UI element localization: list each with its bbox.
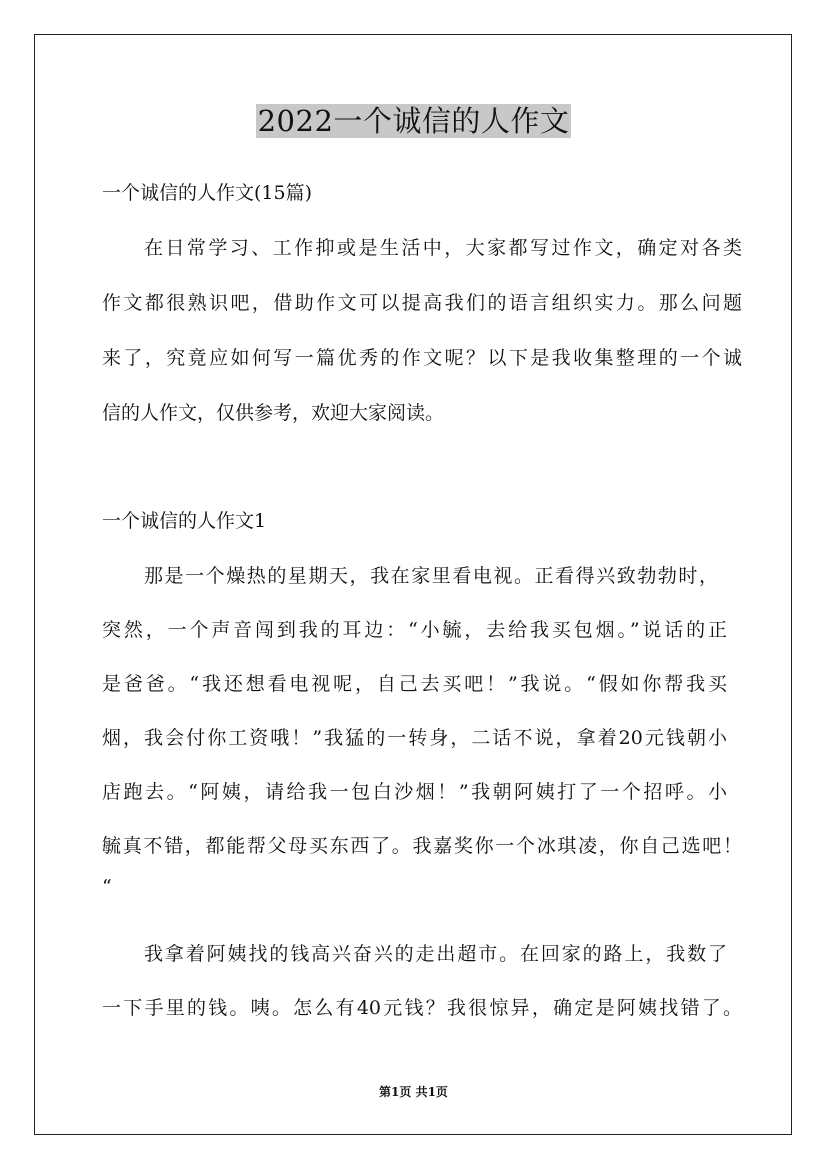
paragraph1-line-2: 突然，一个声音闯到我的耳边：“小毓，去给我买包烟。”说话的正 [102, 619, 727, 641]
paragraph1-line-7: “ [102, 876, 112, 898]
document-subtitle: 一个诚信的人作文(15篇) [102, 182, 313, 204]
paragraph1-line-5: 店跑去。“阿姨，请给我一包白沙烟！”我朝阿姨打了一个招呼。小 [102, 781, 727, 803]
intro-line-1: 在日常学习、工作抑或是生活中，大家都写过作文，确定对各类 [144, 237, 742, 259]
paragraph1-line-6: 毓真不错，都能帮父母买东西了。我嘉奖你一个冰琪凌，你自己选吧！ [102, 835, 742, 857]
intro-line-2: 作文都很熟识吧，借助作文可以提高我们的语言组织实力。那么问题 [102, 292, 742, 314]
paragraph1-line-4: 烟，我会付你工资哦！”我猛的一转身，二话不说，拿着20元钱朝小 [102, 727, 727, 749]
paragraph2-line-1: 我拿着阿姨找的钱高兴奋兴的走出超市。在回家的路上，我数了 [144, 943, 727, 965]
paragraph1-line-3: 是爸爸。“我还想看电视呢，自己去买吧！”我说。“假如你帮我买 [102, 673, 727, 695]
section-heading: 一个诚信的人作文1 [102, 510, 267, 532]
intro-line-4: 信的人作文，仅供参考，欢迎大家阅读。 [102, 402, 445, 424]
page-footer: 第1页 共1页 [379, 1085, 448, 1099]
intro-line-3: 来了，究竟应如何写一篇优秀的作文呢？以下是我收集整理的一个诚 [102, 347, 742, 369]
document-title: 2022一个诚信的人作文 [257, 104, 570, 138]
paragraph2-line-2: 一下手里的钱。咦。怎么有40元钱？我很惊异，确定是阿姨找错了。 [102, 997, 742, 1019]
paragraph1-line-1: 那是一个燥热的星期天，我在家里看电视。正看得兴致勃勃时， [144, 565, 718, 587]
